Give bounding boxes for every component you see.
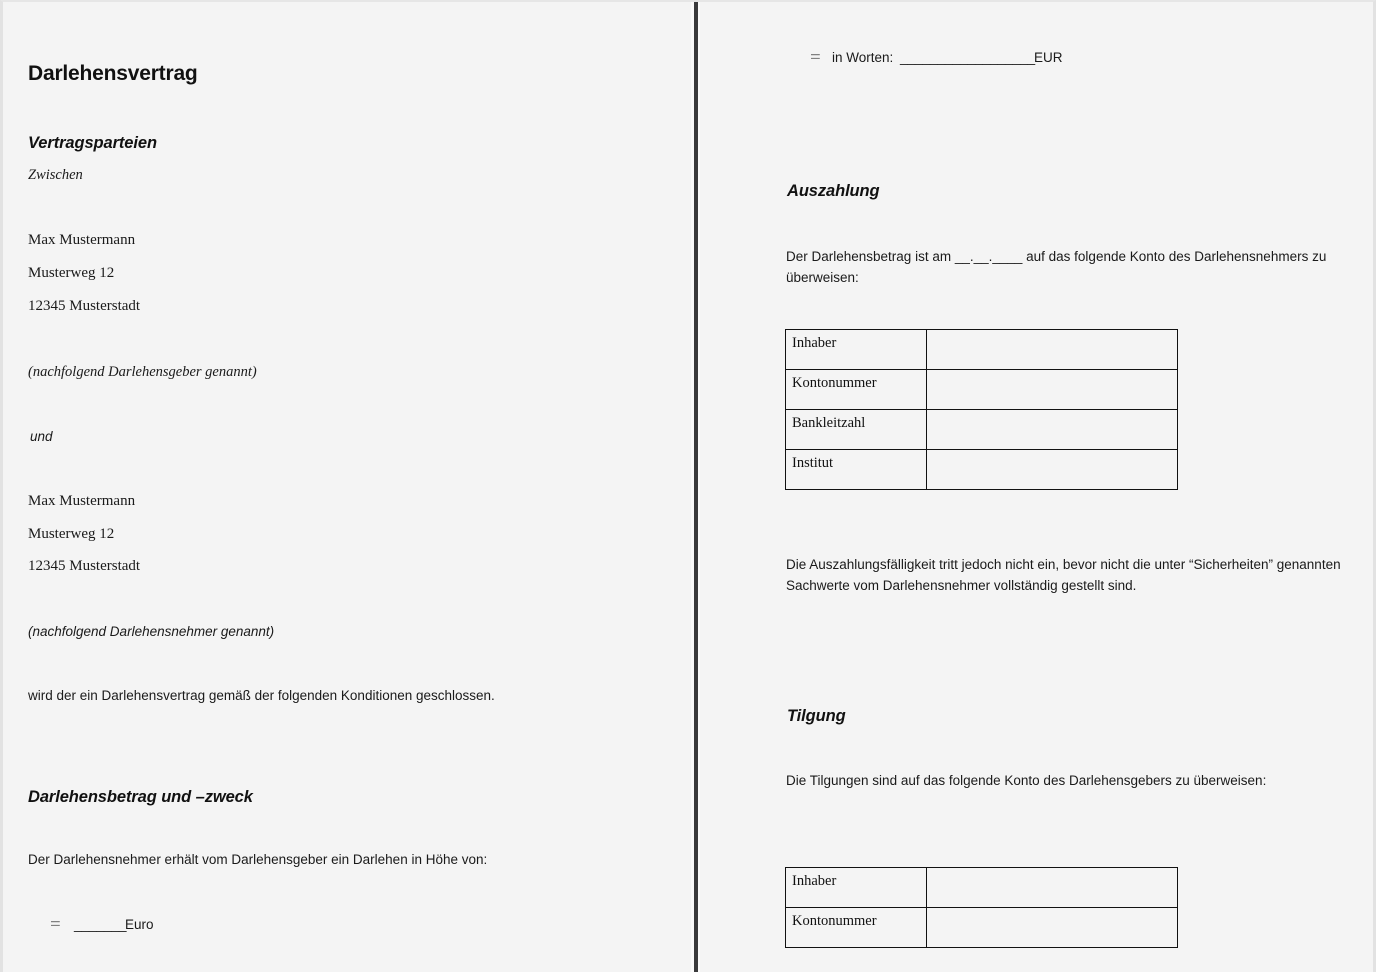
table-label-inhaber: Inhaber (786, 868, 927, 908)
borrower-street: Musterweg 12 (28, 526, 115, 542)
table-row (786, 868, 1178, 908)
table-value-institut[interactable] (927, 450, 1178, 490)
repayment-account-table (785, 867, 1178, 948)
heading-tilgung: Tilgung (787, 707, 846, 725)
table-value-inhaber[interactable] (927, 868, 1178, 908)
repayment-paragraph: Die Tilgungen sind auf das folgende Konto des Darlehensgebers zu überweisen: (786, 773, 1267, 788)
table-label-kontonummer: Kontonummer (786, 908, 927, 948)
heading-darlehensbetrag: Darlehensbetrag und –zweck (28, 788, 253, 806)
table-row (786, 410, 1178, 450)
table-label-inhaber: Inhaber (786, 330, 927, 370)
table-label-institut: Institut (786, 450, 927, 490)
payout-condition-paragraph: Die Auszahlungsfälligkeit tritt jedoch nicht ein, bevor nicht die unter “Sicherheiten” genannten Sachwerte vom Darlehensnehmer vollständig gestellt sind. (786, 557, 1341, 593)
table-value-bankleitzahl[interactable] (927, 410, 1178, 450)
table-row (786, 330, 1178, 370)
page-title: Darlehensvertrag (28, 62, 198, 85)
table-label-kontonummer: Kontonummer (786, 370, 927, 410)
closing-sentence: wird der ein Darlehensvertrag gemäß der folgenden Konditionen geschlossen. (28, 688, 495, 703)
in-worten-blank-field[interactable]: __________________ (900, 50, 1036, 65)
page-right (700, 2, 1376, 972)
conjunction-und: und (30, 429, 53, 444)
bullet-marker-icon: ⚌ (810, 48, 821, 62)
heading-vertragsparteien: Vertragsparteien (28, 134, 157, 152)
heading-auszahlung: Auszahlung (787, 182, 880, 200)
borrower-city: 12345 Musterstadt (28, 558, 141, 574)
lender-street: Musterweg 12 (28, 265, 115, 281)
bullet-marker-icon: ⚌ (50, 915, 61, 929)
table-label-bankleitzahl: Bankleitzahl (786, 410, 927, 450)
in-worten-currency-label: EUR (1034, 50, 1063, 65)
table-value-inhaber[interactable] (927, 330, 1178, 370)
amount-intro-text: Der Darlehensnehmer erhält vom Darlehensgeber ein Darlehen in Höhe von: (28, 852, 488, 867)
payout-paragraph: Der Darlehensbetrag ist am __.__.____ auf das folgende Konto des Darlehensnehmers zu überweisen: (786, 249, 1327, 285)
page-left (6, 2, 694, 972)
in-worten-label: in Worten: (832, 50, 894, 65)
borrower-role-note: (nachfolgend Darlehensnehmer genannt) (28, 624, 275, 639)
amount-blank-field[interactable]: _______ (74, 917, 127, 932)
amount-currency-label: Euro (125, 917, 154, 932)
lender-name: Max Mustermann (28, 232, 136, 248)
lender-city: 12345 Musterstadt (28, 298, 141, 314)
table-row (786, 450, 1178, 490)
table-row (786, 370, 1178, 410)
table-value-kontonummer[interactable] (927, 370, 1178, 410)
lender-role-note: (nachfolgend Darlehensgeber genannt) (28, 364, 257, 380)
borrower-name: Max Mustermann (28, 493, 136, 509)
label-zwischen: Zwischen (28, 167, 83, 183)
table-row (786, 908, 1178, 948)
payout-account-table (785, 329, 1178, 490)
table-value-kontonummer[interactable] (927, 908, 1178, 948)
